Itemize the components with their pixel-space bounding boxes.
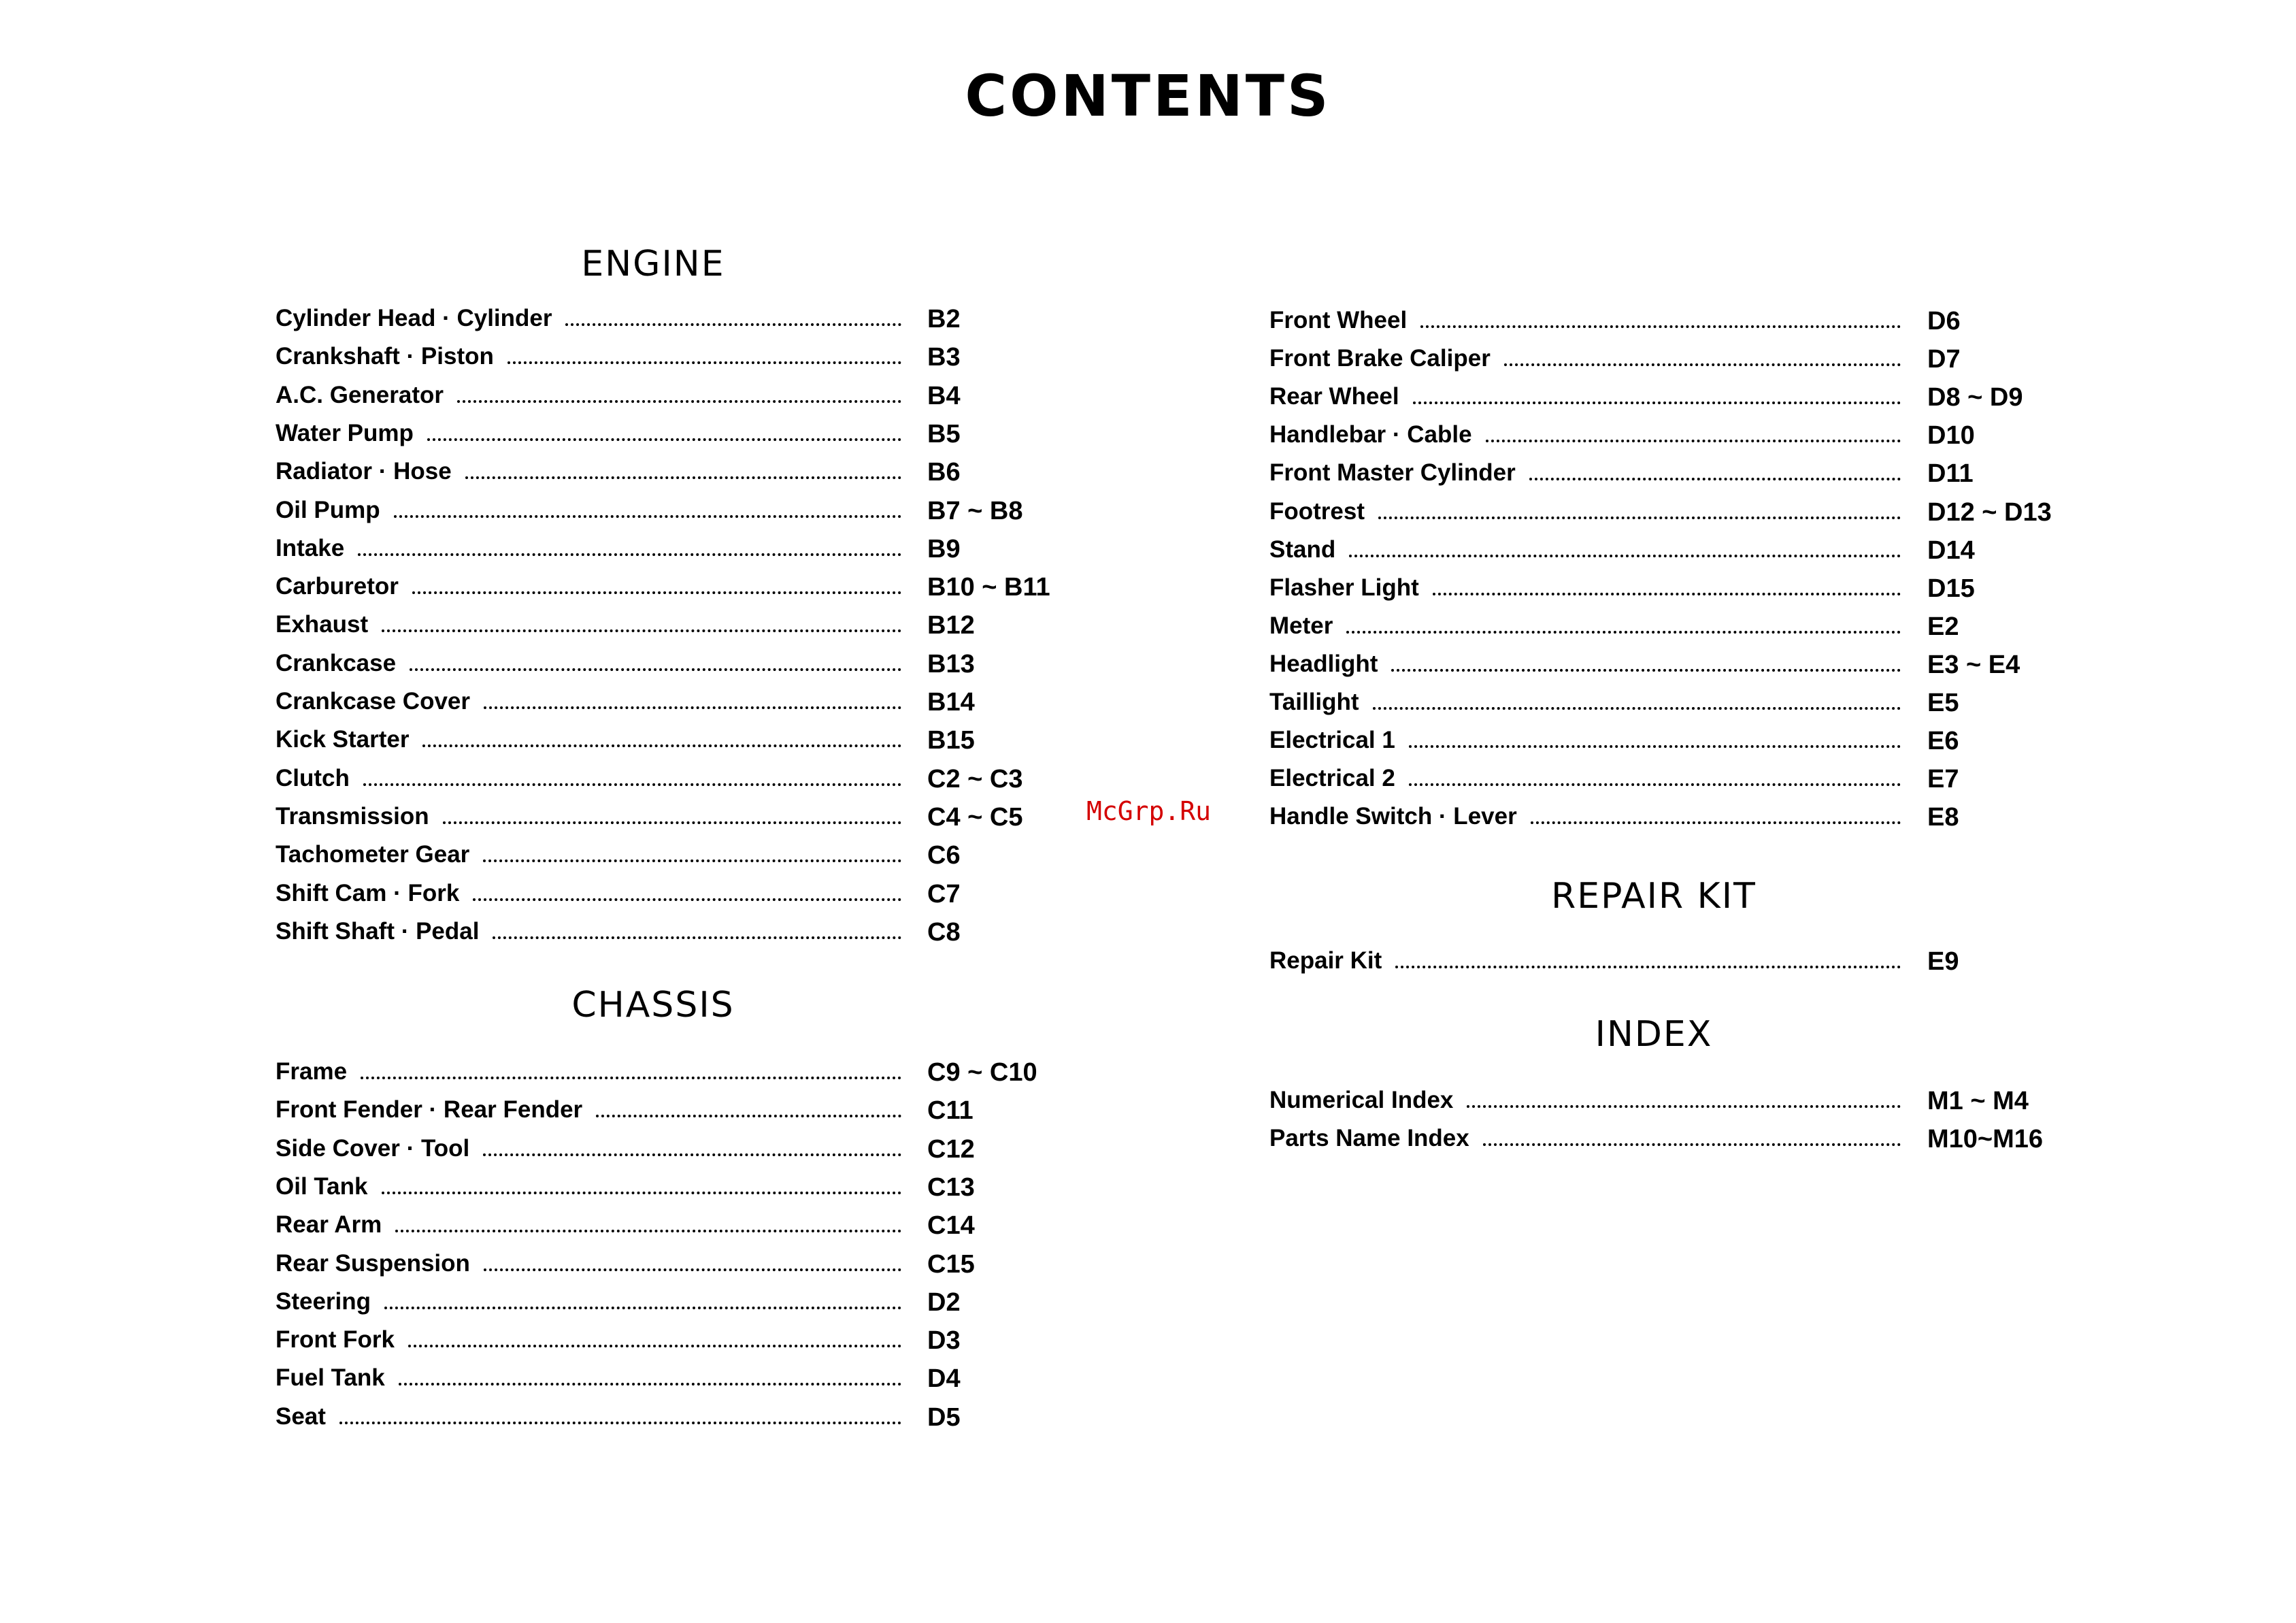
dot-leader	[1373, 707, 1901, 710]
toc-entry-label: Handlebar · Cable	[1269, 421, 1472, 448]
toc-entry	[276, 1211, 975, 1249]
toc-entry	[276, 305, 961, 343]
toc-entry-label: Steering	[276, 1288, 371, 1315]
dot-leader	[1413, 401, 1901, 404]
toc-entry-label: Stand	[1269, 536, 1336, 563]
dot-leader	[395, 1230, 901, 1232]
dot-leader	[508, 361, 901, 364]
toc-entry-page: D15	[1927, 574, 1975, 603]
dot-leader	[1504, 363, 1901, 366]
toc-entry	[1269, 612, 1959, 651]
toc-entry-page: D14	[1927, 536, 1975, 565]
toc-entry-label: Front Brake Caliper	[1269, 345, 1491, 372]
dot-leader	[484, 1268, 901, 1271]
dot-leader	[483, 859, 901, 862]
section-heading-index: INDEX	[1595, 1014, 1713, 1055]
toc-entry-page: M10~M16	[1927, 1125, 2044, 1153]
toc-entry	[276, 764, 1023, 803]
toc-entry	[276, 534, 961, 573]
toc-entry-label: Rear Suspension	[276, 1249, 470, 1277]
toc-entry-page: C13	[927, 1173, 975, 1202]
toc-entry-label: Oil Tank	[276, 1173, 368, 1200]
toc-entry-page: D7	[1927, 345, 1961, 374]
toc-entry	[276, 1249, 975, 1288]
toc-entry-label: Transmission	[276, 802, 429, 830]
toc-entry	[1269, 345, 1961, 383]
toc-entry-label: Handle Switch · Lever	[1269, 803, 1517, 830]
dot-leader	[483, 1153, 901, 1156]
toc-entry-page: D12 ~ D13	[1927, 497, 2052, 527]
section-heading-chassis: CHASSIS	[571, 985, 735, 1026]
dot-leader	[1349, 555, 1901, 557]
dot-leader	[1378, 517, 1901, 519]
toc-entry-page: B14	[927, 688, 975, 717]
toc-entry-page: C15	[927, 1249, 975, 1279]
dot-leader	[408, 1345, 901, 1347]
toc-entry-label: Headlight	[1269, 650, 1378, 677]
toc-entry	[1269, 803, 1959, 841]
toc-entry-page: B10 ~ B11	[927, 573, 1050, 602]
dot-leader	[1420, 325, 1901, 328]
toc-entry	[276, 343, 961, 381]
toc-entry	[276, 802, 1023, 841]
dot-leader	[427, 438, 901, 441]
dot-leader	[339, 1422, 901, 1424]
dot-leader	[596, 1115, 901, 1117]
toc-entry-label: Water Pump	[276, 419, 414, 446]
toc-entry-page: E2	[1927, 612, 1959, 641]
toc-entry	[1269, 459, 1974, 497]
toc-entry-label: Front Wheel	[1269, 307, 1408, 333]
toc-entry-page: B2	[927, 305, 961, 333]
toc-entry	[276, 879, 961, 918]
dot-leader	[1409, 745, 1901, 748]
toc-entry-page: E6	[1927, 727, 1959, 756]
toc-entry-page: D6	[1927, 307, 1961, 335]
toc-entry	[276, 649, 975, 688]
toc-entry-page: B6	[927, 458, 961, 487]
dot-leader	[363, 783, 901, 786]
dot-leader	[1529, 478, 1901, 480]
toc-entry	[1269, 574, 1975, 612]
toc-entry-page: C9 ~ C10	[927, 1058, 1037, 1087]
toc-entry	[276, 611, 975, 649]
dot-leader	[412, 591, 901, 594]
toc-entry	[1269, 536, 1975, 574]
dot-leader	[394, 515, 901, 518]
dot-leader	[565, 323, 901, 326]
dot-leader	[410, 668, 901, 671]
dot-leader	[1483, 1143, 1901, 1146]
toc-entry-label: Electrical 1	[1269, 727, 1395, 754]
toc-entry-label: Frame	[276, 1058, 348, 1085]
toc-entry	[276, 1288, 961, 1326]
toc-entry-page: B4	[927, 381, 961, 410]
toc-entry-label: Rear Arm	[276, 1211, 382, 1239]
toc-entry-label: Tachometer Gear	[276, 841, 470, 868]
page-title: CONTENTS	[965, 63, 1331, 129]
toc-entry	[1269, 727, 1959, 765]
toc-entry-label: Front Fender · Rear Fender	[276, 1096, 583, 1124]
toc-entry	[276, 841, 961, 879]
left-column	[276, 0, 1058, 1623]
toc-entry-label: Footrest	[1269, 497, 1365, 525]
toc-entry	[276, 917, 961, 956]
dot-leader	[1467, 1105, 1901, 1108]
dot-leader	[382, 1192, 902, 1194]
toc-entry-label: A.C. Generator	[276, 381, 444, 408]
toc-entry-label: Intake	[276, 534, 345, 561]
dot-leader	[1486, 440, 1901, 442]
toc-entry-page: D4	[927, 1364, 961, 1394]
watermark: McGrp.Ru	[1086, 796, 1212, 826]
toc-entry-label: Shift Shaft · Pedal	[276, 917, 480, 945]
dot-leader	[361, 1077, 901, 1079]
dot-leader	[382, 629, 901, 632]
toc-entry	[1269, 307, 1961, 345]
toc-entry-label: Crankcase	[276, 649, 397, 676]
toc-entry-page: B5	[927, 419, 961, 448]
toc-entry	[276, 419, 961, 458]
dot-leader	[465, 476, 901, 479]
toc-entry-label: Numerical Index	[1269, 1087, 1454, 1113]
toc-entry-label: Crankcase Cover	[276, 688, 470, 715]
toc-entry-label: Cylinder Head · Cylinder	[276, 305, 552, 331]
toc-entry-label: Kick Starter	[276, 726, 410, 753]
toc-entry-label: Oil Pump	[276, 496, 380, 523]
toc-entry-page: B9	[927, 534, 961, 563]
dot-leader	[473, 898, 901, 901]
toc-entry	[276, 1058, 1037, 1096]
toc-entry-page: C12	[927, 1134, 975, 1164]
toc-entry-page: E9	[1927, 947, 1959, 976]
toc-entry-label: Carburetor	[276, 573, 399, 600]
toc-entry	[1269, 497, 2052, 536]
toc-entry-page: C6	[927, 841, 961, 870]
toc-entry	[1269, 650, 2020, 689]
toc-entry-label: Taillight	[1269, 689, 1359, 715]
dot-leader	[1346, 631, 1901, 634]
dot-leader	[457, 400, 901, 403]
toc-entry-page: E7	[1927, 765, 1959, 794]
toc-entry-page: B3	[927, 343, 961, 372]
toc-entry-page: D8 ~ D9	[1927, 383, 2023, 412]
toc-entry-label: Crankshaft · Piston	[276, 343, 494, 370]
toc-entry-page: C4 ~ C5	[927, 802, 1023, 832]
toc-entry-page: D3	[927, 1326, 961, 1356]
toc-entry-label: Rear Wheel	[1269, 383, 1399, 410]
toc-entry	[276, 1364, 961, 1403]
toc-entry-label: Side Cover · Tool	[276, 1134, 470, 1162]
toc-entry-label: Fuel Tank	[276, 1364, 385, 1392]
right-column	[1269, 0, 2133, 1623]
toc-entry-label: Repair Kit	[1269, 947, 1382, 974]
toc-entry-page: B7 ~ B8	[927, 496, 1023, 525]
toc-entry	[276, 1096, 974, 1134]
toc-entry	[1269, 1087, 2029, 1125]
toc-entry-page: M1 ~ M4	[1927, 1087, 2029, 1115]
toc-entry	[276, 496, 1023, 535]
toc-entry-label: Meter	[1269, 612, 1333, 639]
dot-leader	[1433, 593, 1901, 595]
toc-entry-label: Flasher Light	[1269, 574, 1419, 601]
dot-leader	[484, 706, 901, 709]
dot-leader	[384, 1307, 901, 1309]
toc-entry-page: C11	[927, 1096, 974, 1126]
toc-entry-label: Front Fork	[276, 1326, 395, 1354]
toc-entry-page: B12	[927, 611, 975, 640]
dot-leader	[358, 553, 901, 556]
toc-entry	[1269, 421, 1975, 459]
toc-entry	[276, 1326, 961, 1364]
toc-entry-page: D10	[1927, 421, 1975, 450]
toc-entry-page: D2	[927, 1288, 961, 1317]
toc-entry-label: Electrical 2	[1269, 765, 1395, 792]
dot-leader	[422, 744, 901, 747]
toc-entry	[1269, 689, 1959, 727]
toc-entry-label: Clutch	[276, 764, 350, 791]
toc-entry	[276, 688, 975, 726]
toc-entry-page: E8	[1927, 803, 1959, 832]
toc-entry-label: Shift Cam · Fork	[276, 879, 460, 906]
toc-entry-label: Radiator · Hose	[276, 458, 452, 485]
dot-leader	[493, 936, 901, 939]
toc-entry-page: B13	[927, 649, 975, 678]
toc-entry-page: B15	[927, 726, 975, 755]
toc-entry	[276, 381, 961, 420]
toc-entry-page: C7	[927, 879, 961, 908]
dot-leader	[1391, 669, 1901, 672]
toc-entry	[276, 573, 1050, 611]
toc-entry-label: Exhaust	[276, 611, 369, 638]
toc-entry	[276, 458, 961, 496]
section-heading-repair-kit: REPAIR KIT	[1551, 876, 1757, 917]
toc-entry-label: Front Master Cylinder	[1269, 459, 1516, 487]
toc-entry	[276, 1403, 961, 1441]
toc-entry	[1269, 947, 1959, 985]
toc-entry	[276, 1173, 975, 1211]
dot-leader	[1395, 966, 1901, 968]
dot-leader	[443, 821, 901, 824]
toc-entry-page: E5	[1927, 689, 1959, 717]
toc-entry	[1269, 1125, 2044, 1163]
toc-entry-page: E3 ~ E4	[1927, 650, 2020, 679]
section-heading-engine: ENGINE	[581, 244, 725, 284]
toc-entry	[276, 726, 975, 764]
toc-entry-label: Parts Name Index	[1269, 1125, 1469, 1151]
dot-leader	[1531, 821, 1901, 824]
dot-leader	[1409, 783, 1901, 786]
toc-entry-page: C14	[927, 1211, 975, 1241]
toc-entry-page: D11	[1927, 459, 1974, 489]
toc-entry	[1269, 383, 2023, 421]
toc-entry	[276, 1134, 975, 1173]
toc-entry-page: C8	[927, 917, 961, 947]
toc-entry	[1269, 765, 1959, 803]
dot-leader	[399, 1383, 901, 1386]
toc-entry-page: C2 ~ C3	[927, 764, 1023, 793]
toc-entry-label: Seat	[276, 1403, 326, 1430]
toc-entry-page: D5	[927, 1403, 961, 1432]
